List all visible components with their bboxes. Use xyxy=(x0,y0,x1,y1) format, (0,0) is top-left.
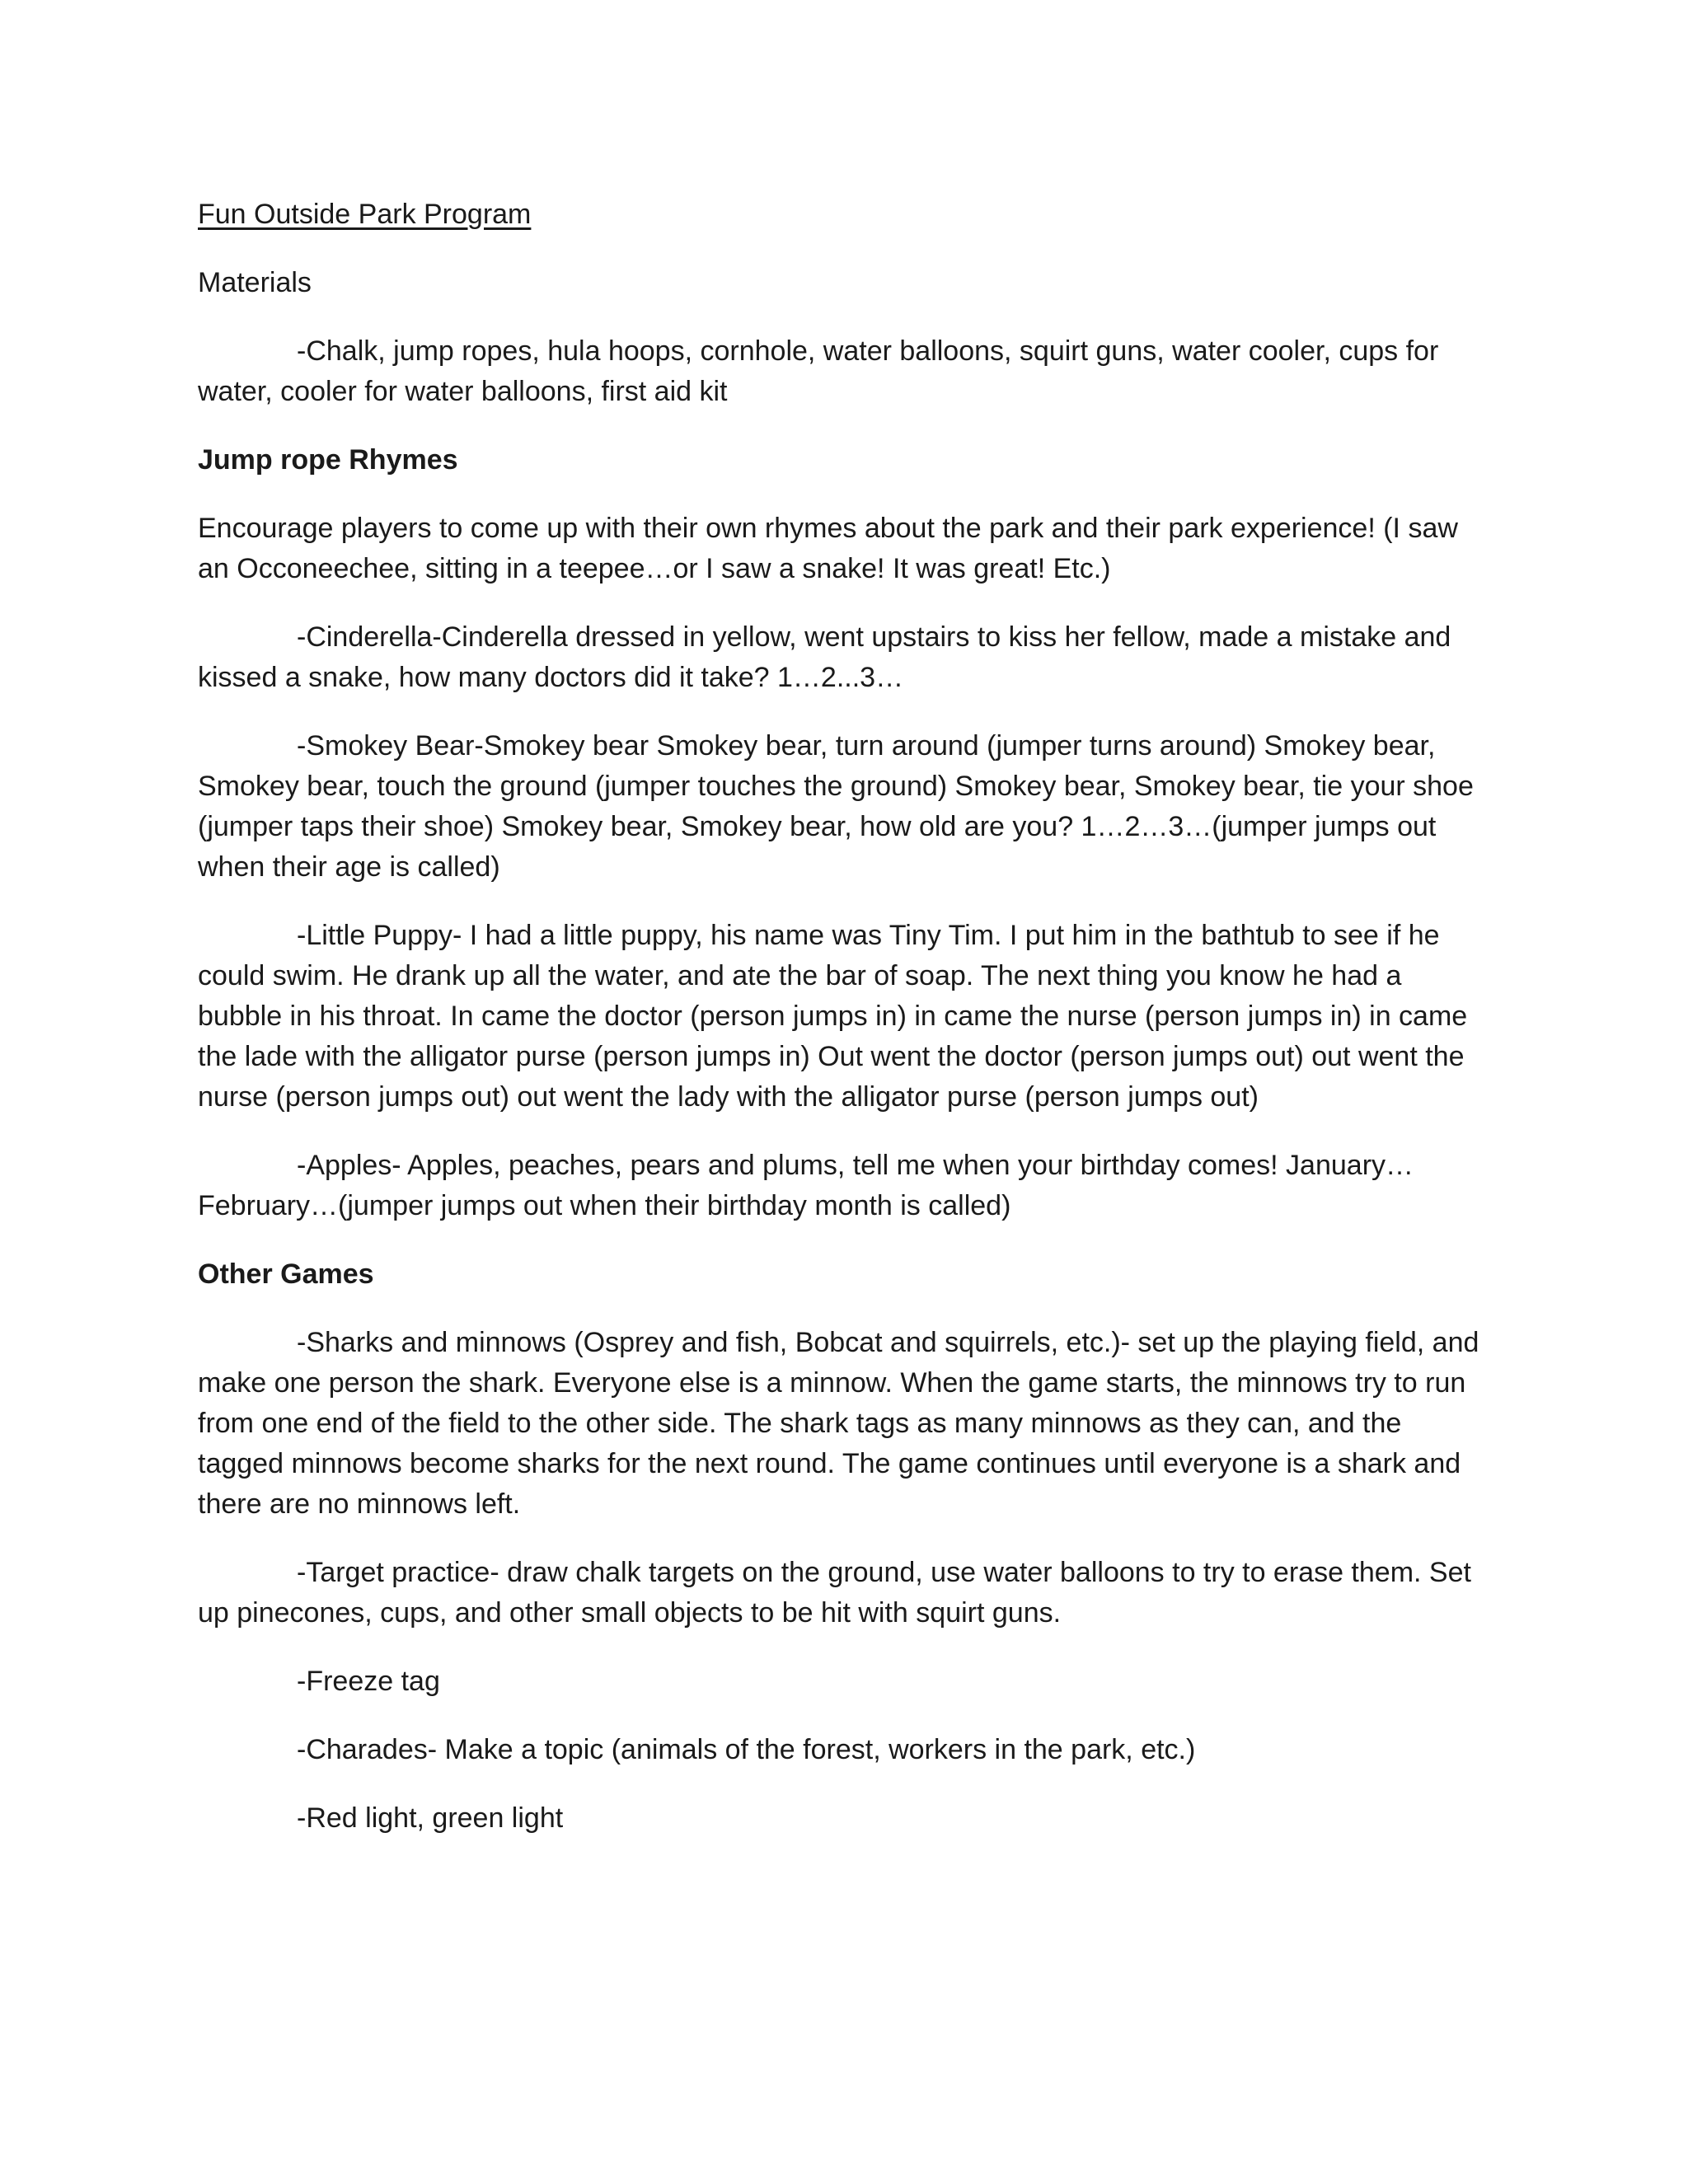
game-freeze-tag: -Freeze tag xyxy=(297,1666,440,1697)
document-body xyxy=(198,194,1492,1867)
rhyme-smokey-bear: -Smokey Bear-Smokey bear Smokey bear, turn around (jumper turns around) Smokey bear, Smokey bear, touch the ground (jumper touches the ground) Smokey bear, Smokey bear, tie your shoe (jumper taps their shoe) Smokey bear, Smokey bear, how old are you? 1…2…3…(jumper jumps out when their age is called) xyxy=(198,730,1474,883)
rhyme-cinderella: -Cinderella-Cinderella dressed in yellow, went upstairs to kiss her fellow, made a mistake and kissed a snake, how many doctors did it take? 1…2...3… xyxy=(198,621,1451,693)
game-charades: -Charades- Make a topic (animals of the forest, workers in the park, etc.) xyxy=(297,1734,1196,1765)
materials-heading: Materials xyxy=(198,267,312,298)
rhyme-apples: -Apples- Apples, peaches, pears and plums, tell me when your birthday comes! January…February…(jumper jumps out when their birthday month is called) xyxy=(198,1150,1414,1221)
game-sharks-and-minnows: -Sharks and minnows (Osprey and fish, Bobcat and squirrels, etc.)- set up the playing field, and make one person the shark. Everyone else is a minnow. When the game starts, the minnows try to run from one end of the field to the other side. The shark tags as many minnows as they can, and the tagged minnows become sharks for the next round. The game continues until everyone is a shark and there are no minnows left. xyxy=(198,1327,1479,1520)
materials-list: -Chalk, jump ropes, hula hoops, cornhole, water balloons, squirt guns, water cooler, cups for water, cooler for water balloons, first aid kit xyxy=(198,335,1439,407)
jump-rope-intro: Encourage players to come up with their own rhymes about the park and their park experience! (I saw an Occoneechee, sitting in a teepee…or I saw a snake! It was great! Etc.) xyxy=(198,513,1458,584)
jump-rope-heading: Jump rope Rhymes xyxy=(198,444,458,476)
document-title: Fun Outside Park Program xyxy=(198,199,532,230)
rhyme-little-puppy: -Little Puppy- I had a little puppy, his name was Tiny Tim. I put him in the bathtub to see if he could swim. He drank up all the water, and ate the bar of soap. The next thing you know he had a bubble in his throat. In came the doctor (person jumps in) in came the nurse (person jumps in) in came the lade with the alligator purse (person jumps in) Out went the doctor (person jumps out) out went the nurse (person jumps out) out went the lady with the alligator purse (person jumps out) xyxy=(198,920,1468,1113)
game-red-light-green-light: -Red light, green light xyxy=(297,1802,564,1834)
game-target-practice: -Target practice- draw chalk targets on the ground, use water balloons to try to erase them. Set up pinecones, cups, and other small objects to be hit with squirt guns. xyxy=(198,1557,1471,1629)
other-games-heading: Other Games xyxy=(198,1258,374,1290)
